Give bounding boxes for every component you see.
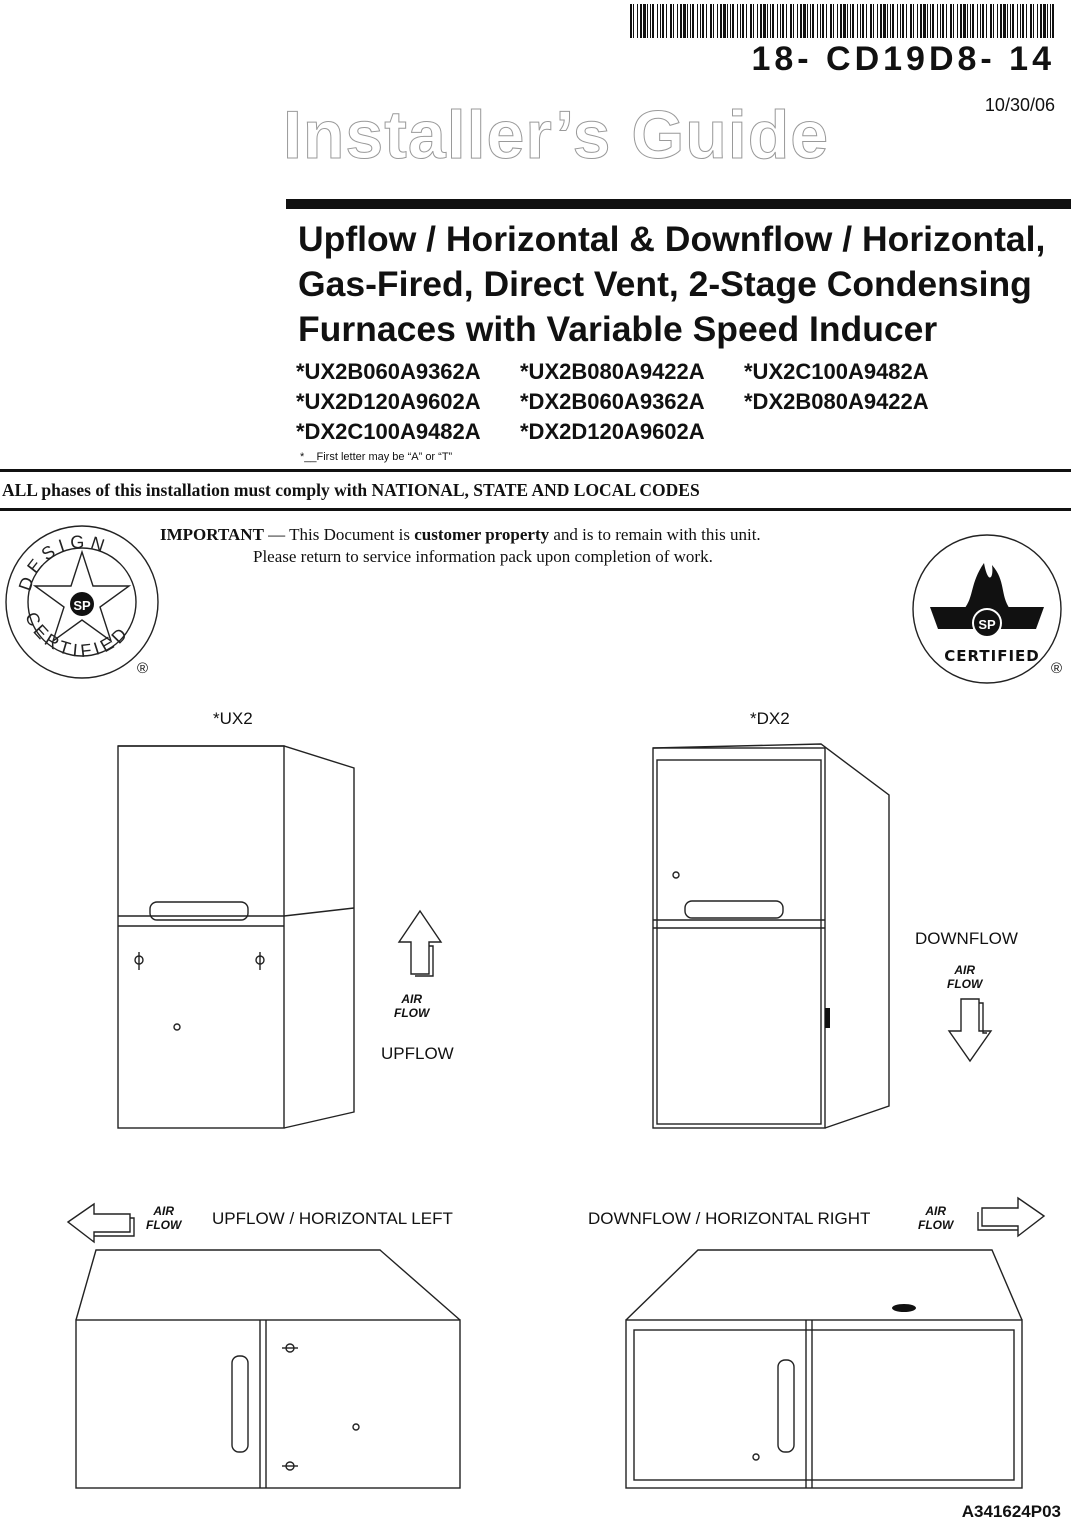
downflow-label: DOWNFLOW xyxy=(915,929,1018,948)
ux2-label: *UX2 xyxy=(213,709,253,728)
upflow-label: UPFLOW xyxy=(381,1044,454,1063)
horizontal-left-furnace-illustration xyxy=(70,1246,470,1496)
important-text: and is to remain with this unit. xyxy=(549,525,761,544)
registered-mark: ® xyxy=(1051,660,1063,677)
flow-text: FLOW xyxy=(394,1006,430,1020)
model-number: *UX2B080A9422A xyxy=(520,359,705,384)
model-list xyxy=(296,357,968,447)
design-certified-seal xyxy=(2,520,162,680)
part-number: A341624P03 xyxy=(961,1502,1061,1521)
left-arrow-icon xyxy=(64,1200,140,1248)
guide-title: Installer’s Guide xyxy=(283,97,830,173)
important-text: — This Document is xyxy=(263,525,415,544)
air-text: AIR xyxy=(153,1204,174,1218)
important-emphasis: customer property xyxy=(414,525,550,544)
up-arrow-icon xyxy=(395,908,445,978)
csa-mark: SP xyxy=(978,617,996,632)
horizontal-right-furnace-illustration xyxy=(620,1246,1030,1496)
air-text: AIR xyxy=(954,963,975,977)
model-number: *UX2B060A9362A xyxy=(296,359,481,384)
model-number: *DX2C100A9482A xyxy=(296,419,481,444)
model-row xyxy=(296,417,968,447)
model-number: *DX2B060A9362A xyxy=(520,389,705,414)
important-lead: IMPORTANT xyxy=(160,525,264,544)
registered-mark: ® xyxy=(137,660,149,677)
rule xyxy=(0,469,1071,472)
downflow-furnace-illustration xyxy=(645,740,895,1135)
important-line2: Please return to service information pack upon completion of work. xyxy=(253,547,713,566)
title-divider xyxy=(286,199,1071,209)
down-arrow-icon xyxy=(945,995,995,1065)
csa-mark: SP xyxy=(73,598,91,613)
air-flow-label xyxy=(146,1204,181,1232)
air-flow-label xyxy=(947,963,982,991)
air-text: AIR xyxy=(925,1204,946,1218)
seal-bottom-text: CERTIFIED xyxy=(21,608,134,662)
important-notice xyxy=(160,524,761,568)
air-text: AIR xyxy=(401,992,422,1006)
upflow-horizontal-left-label: UPFLOW / HORIZONTAL LEFT xyxy=(212,1209,453,1228)
model-footnote: *__First letter may be “A” or “T” xyxy=(300,451,453,463)
model-row xyxy=(296,357,968,387)
seal-certified-text: CERTIFIED xyxy=(944,647,1040,665)
air-flow-label xyxy=(394,992,429,1020)
downflow-horizontal-right-label: DOWNFLOW / HORIZONTAL RIGHT xyxy=(588,1209,871,1228)
csa-certified-seal xyxy=(912,525,1062,685)
model-row xyxy=(296,387,968,417)
dx2-label: *DX2 xyxy=(750,709,790,728)
document-date: 10/30/06 xyxy=(984,95,1055,115)
codes-notice: ALL phases of this installation must comply with NATIONAL, STATE AND LOCAL CODES xyxy=(2,480,700,500)
model-number: *UX2D120A9602A xyxy=(296,389,481,414)
barcode xyxy=(630,4,1054,38)
flow-text: FLOW xyxy=(947,977,983,991)
model-number: *UX2C100A9482A xyxy=(744,359,929,384)
document-number: 18- CD19D8- 14 xyxy=(751,40,1055,78)
upflow-furnace-illustration xyxy=(110,740,360,1135)
rule xyxy=(0,508,1071,511)
model-number: *DX2D120A9602A xyxy=(520,419,705,444)
right-arrow-icon xyxy=(972,1194,1048,1242)
seal-top-text: DESIGN xyxy=(14,531,112,594)
flow-text: FLOW xyxy=(146,1218,182,1232)
flow-text: FLOW xyxy=(918,1218,954,1232)
air-flow-label xyxy=(918,1204,953,1232)
model-number: *DX2B080A9422A xyxy=(744,389,929,414)
headline: Upflow / Horizontal & Downflow / Horizontal, Gas-Fired, Direct Vent, 2-Stage Condensing Furnaces with Variable Speed Inducer xyxy=(298,219,1046,349)
